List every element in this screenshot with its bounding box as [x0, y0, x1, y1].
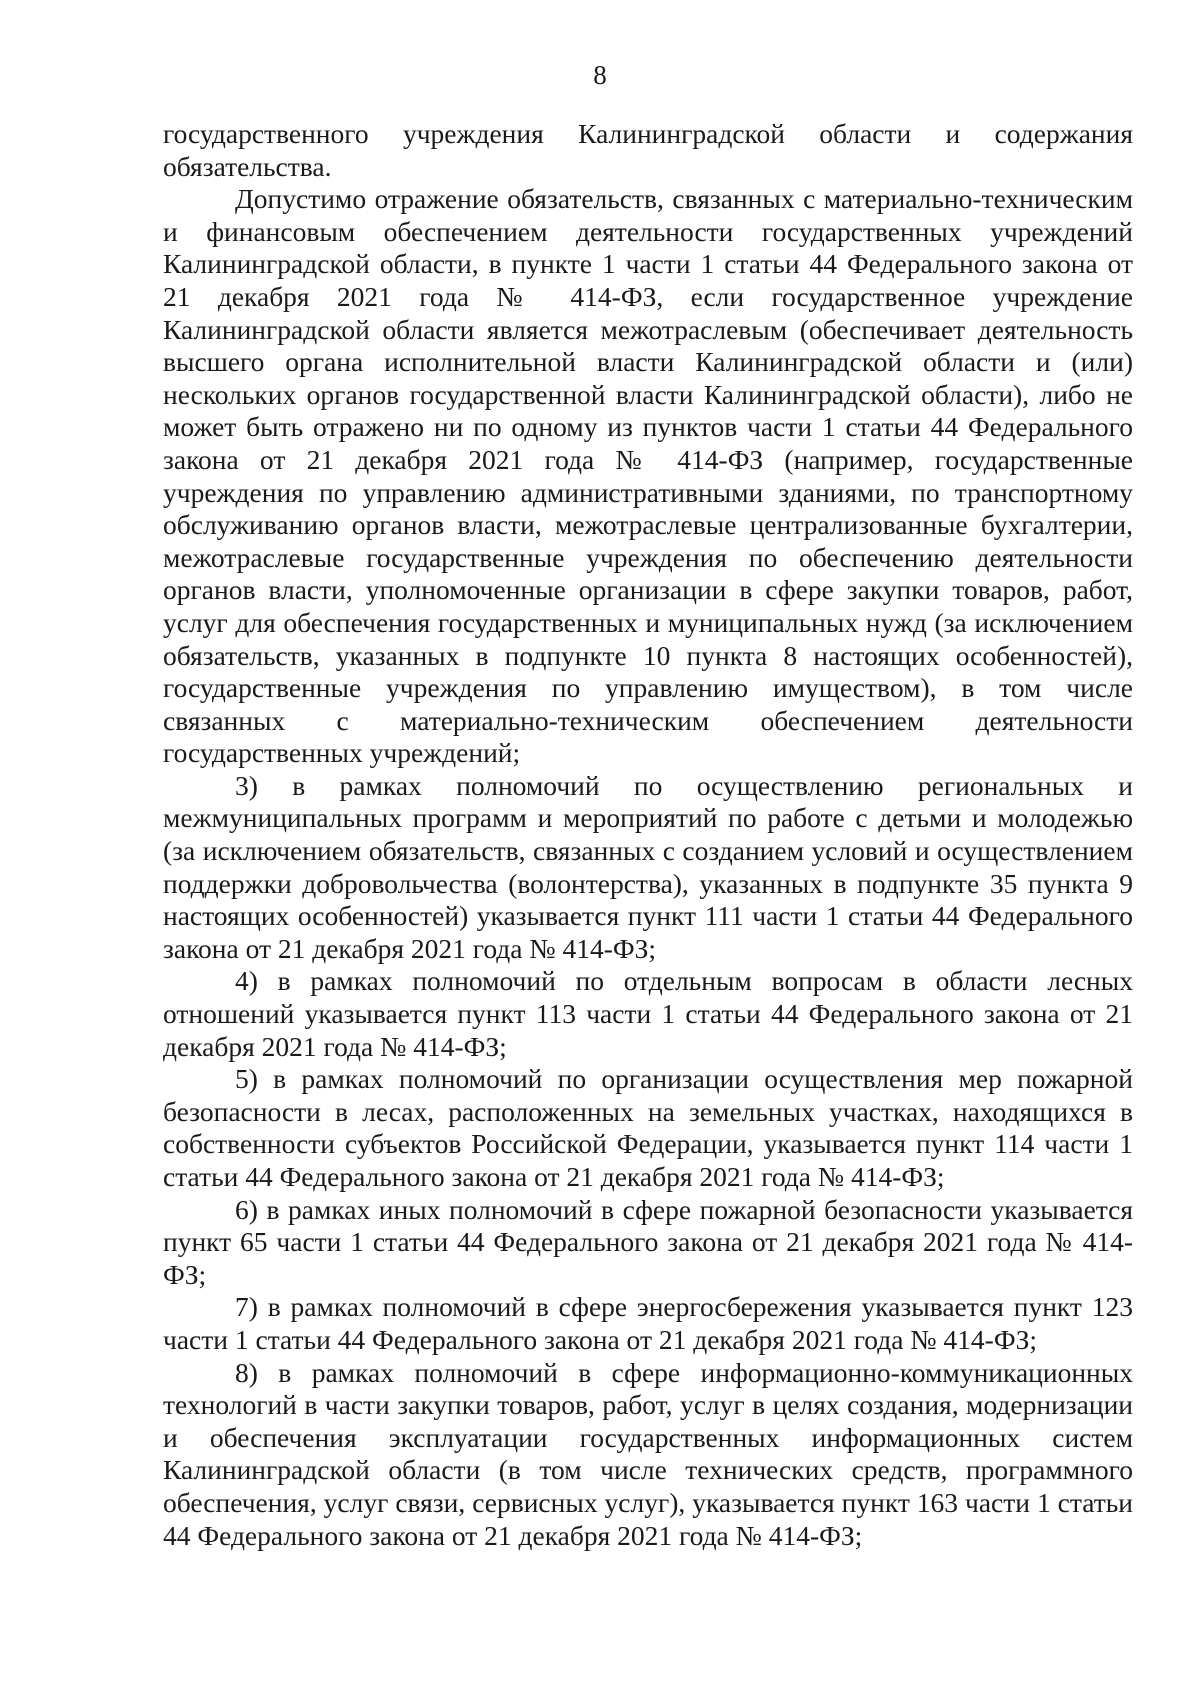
paragraph-continuation: государственного учреждения Калининградской области и содержания обязательства.: [163, 118, 1133, 182]
page-number: 8: [593, 60, 607, 90]
paragraph-item-4: 4) в рамках полномочий по отдельным вопросам в области лесных отношений указывается пункт 113 части 1 статьи 44 Федерального закона от 21 декабря 2021 года № 414-ФЗ;: [163, 965, 1133, 1062]
paragraph-item-5: 5) в рамках полномочий по организации осуществления мер пожарной безопасности в лесах, расположенных на земельных участках, находящихся в собственности субъектов Российской Федерации, указывается пункт 114 части 1 статьи 44 Федерального закона от 21 декабря 2021 года № 414-ФЗ;: [163, 1063, 1133, 1192]
paragraph-item-6: 6) в рамках иных полномочий в сфере пожарной безопасности указывается пункт 65 части 1 статьи 44 Федерального закона от 21 декабря 2021 года № 414-ФЗ;: [163, 1193, 1133, 1290]
document-body: [163, 118, 1133, 1552]
paragraph-item-7: 7) в рамках полномочий в сфере энергосбережения указывается пункт 123 части 1 статьи 44 Федерального закона от 21 декабря 2021 года № 414-ФЗ;: [163, 1291, 1133, 1355]
paragraph-interbranch-institutions: Допустимо отражение обязательств, связанных с материально-техническим и финансовым обеспечением деятельности государственных учреждений Калининградской области, в пункте 1 части 1 статьи 44 Федерального закона от 21 декабря 2021 года № 414-ФЗ, если государственное учреждение Калининградской области является межотраслевым (обеспечивает деятельность высшего органа исполнительной власти Калининградской области и (или) нескольких органов государственной власти Калининградской области), либо не может быть отражено ни по одному из пунктов части 1 статьи 44 Федерального закона от 21 декабря 2021 года № 414-ФЗ (например, государственные учреждения по управлению административными зданиями, по транспортному обслуживанию органов власти, межотраслевые централизованные бухгалтерии, межотраслевые государственные учреждения по обеспечению деятельности органов власти, уполномоченные организации в сфере закупки товаров, работ, услуг для обеспечения государственных и муниципальных нужд (за исключением обязательств, указанных в подпункте 10 пункта 8 настоящих особенностей), государственные учреждения по управлению имуществом), в том числе связанных с материально-техническим обеспечением деятельности государственных учреждений;: [163, 183, 1133, 769]
paragraph-item-8: 8) в рамках полномочий в сфере информационно-коммуникационных технологий в части закупки товаров, работ, услуг в целях создания, модернизации и обеспечения эксплуатации государственных информационных систем Калининградской области (в том числе технических средств, программного обеспечения, услуг связи, сервисных услуг), указывается пункт 163 части 1 статьи 44 Федерального закона от 21 декабря 2021 года № 414-ФЗ;: [163, 1356, 1133, 1551]
paragraph-item-3: 3) в рамках полномочий по осуществлению региональных и межмуниципальных программ и мероприятий по работе с детьми и молодежью (за исключением обязательств, связанных с созданием условий и осуществлением поддержки добровольчества (волонтерства), указанных в подпункте 35 пункта 9 настоящих особенностей) указывается пункт 111 части 1 статьи 44 Федерального закона от 21 декабря 2021 года № 414-ФЗ;: [163, 769, 1133, 964]
